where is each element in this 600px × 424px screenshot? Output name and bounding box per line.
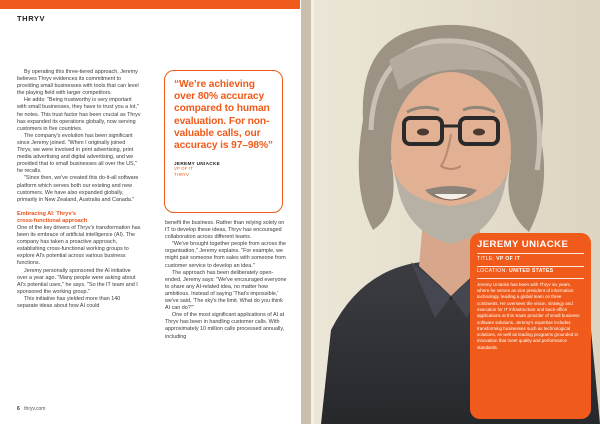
pull-quote-attribution-name: JEREMY UNIACKE: [174, 161, 221, 167]
brand-wordmark: THRYV: [17, 14, 46, 23]
header-accent-bar: [0, 0, 300, 9]
profile-title-value: VP OF IT: [496, 255, 521, 262]
profile-bio: Jeremy Uniacke has been with Thryv six years, where he serves as vice president of information technology, leading a global team on three continents. He oversees the vision, strategy and execution for IT infrastructure and back-office applications at this SaaS provider of small business software solutions. Jeremy's expertise includes transforming businesses such as technological solutions, as well as leading programs grounded in innovation that meet quality and performance standards.: [477, 281, 580, 350]
body-paragraph: One of the key drivers of Thryv's transformation has been its embrace of artificial intelligence (AI). The company has taken a proactive approach, establishing cross-functional working groups to explore AI's potential across various business functions.: [17, 224, 141, 267]
article-column-2: [165, 220, 289, 341]
profile-title-row: [477, 256, 584, 263]
page-footer: [17, 406, 45, 412]
profile-location-value: UNITED STATES: [509, 268, 554, 275]
article-column-1: [17, 69, 141, 310]
body-paragraph: He adds: "Being trustworthy is very important with small businesses, they have to trust you a lot," he notes. This trust factor has been crucial as Thryv has expanded its operations globally, now serving customers in five countries.: [17, 97, 141, 132]
body-paragraph: "Since then, we've created this do-it-all software platform which serves both our existing and new customers. We have also expanded globally, primarily in New Zealand, Australia and Canada.": [17, 175, 139, 203]
profile-location-row: [477, 268, 584, 275]
body-paragraph: Jeremy personally sponsored the AI initiative over a year ago. "Many people were asking about AI's potential uses," he says. "So the IT team and I sponsored the working group.": [17, 267, 138, 295]
body-paragraph: benefit the business. Rather than relying solely on IT to develop these ideas, Thryv has encouraged collaboration across different teams.: [165, 220, 285, 241]
pull-quote: [164, 70, 283, 213]
body-paragraph: By operating this three-tiered approach, Jeremy believes Thryv evidences its commitment to providing small businesses with tools that can level the playing field with larger competitors.: [17, 69, 139, 97]
card-divider: [477, 253, 584, 254]
body-paragraph: The company's evolution has been significant since Jeremy joined. "When I originally joined Thryv, we were involved in print advertising, print media advertising and digital advertising, and we provided that to small businesses all over the US," he recalls.: [17, 132, 137, 175]
profile-title-label: TITLE:: [477, 255, 495, 262]
profile-location-label: LOCATION:: [477, 268, 508, 275]
pull-quote-text: “We’re achieving over 80% accuracy compared to human evaluation. For non-valuable calls, our accuracy is 97–98%”: [174, 79, 273, 152]
footer-site: thryv.com: [24, 406, 46, 412]
body-paragraph: One of the most significant applications of AI at Thryv has been in handling customer calls. With approximately 10 million calls processed annually, including: [165, 312, 285, 340]
page-number: 6: [17, 406, 20, 412]
subhead-line-2: cross-functional approach: [17, 217, 88, 224]
subhead-line-1: Embracing AI: Thryv's: [17, 210, 76, 217]
body-paragraph: This initiative has yielded more than 140 separate ideas about how AI could: [17, 295, 121, 309]
body-paragraph: The approach has been deliberately open-ended, Jeremy says: "We've encouraged everyone to share any AI-related idea, no matter how ambitious. Instead of saying 'That's impossible,' we've said, 'The sky's the limit. What do you think AI can do?'": [165, 269, 287, 312]
profile-card: [470, 233, 591, 419]
body-paragraph: "We've brought together people from across the organisation," Jeremy explains. "For example, we might pair someone from sales with someone from customer service to develop an idea.": [165, 241, 287, 269]
pull-quote-attribution-role: VP OF IT: [174, 166, 193, 172]
card-divider: [477, 266, 584, 267]
profile-name: JEREMY UNIACKE: [477, 239, 569, 250]
section-subhead: [17, 211, 141, 225]
pull-quote-attribution-company: THRYV: [174, 171, 190, 177]
card-divider: [477, 278, 584, 279]
